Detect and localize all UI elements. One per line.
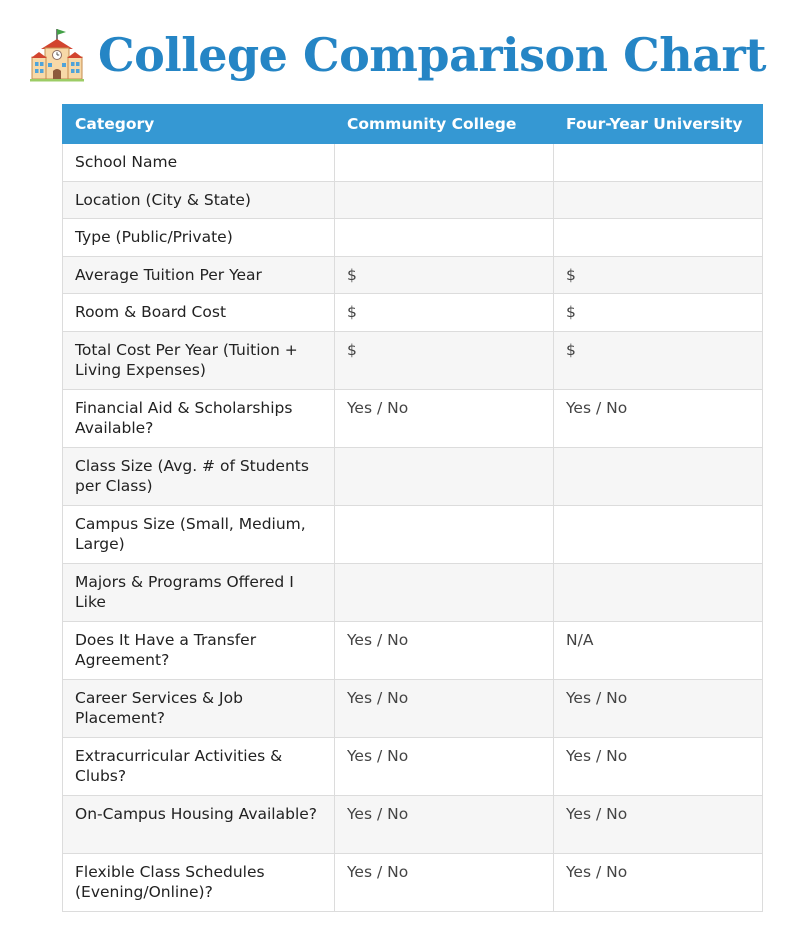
table-row xyxy=(63,621,763,679)
comparison-table xyxy=(62,104,763,912)
four-year-university-cell[interactable]: N/A xyxy=(554,621,763,679)
community-college-cell[interactable]: Yes / No xyxy=(335,737,554,795)
four-year-university-cell[interactable]: $ xyxy=(554,294,763,332)
category-cell: Room & Board Cost xyxy=(63,294,335,332)
category-cell: Extracurricular Activities & Clubs? xyxy=(63,737,335,795)
category-cell: Total Cost Per Year (Tuition + Living Expenses) xyxy=(63,331,335,389)
category-cell: Campus Size (Small, Medium, Large) xyxy=(63,505,335,563)
category-cell: On-Campus Housing Available? xyxy=(63,795,335,853)
community-college-cell[interactable]: $ xyxy=(335,256,554,294)
category-cell: Does It Have a Transfer Agreement? xyxy=(63,621,335,679)
table-row xyxy=(63,737,763,795)
community-college-cell[interactable] xyxy=(335,181,554,219)
four-year-university-cell[interactable]: Yes / No xyxy=(554,737,763,795)
four-year-university-cell[interactable] xyxy=(554,181,763,219)
four-year-university-cell[interactable]: $ xyxy=(554,256,763,294)
four-year-university-cell[interactable]: Yes / No xyxy=(554,679,763,737)
table-row xyxy=(63,181,763,219)
table-row xyxy=(63,853,763,911)
community-college-cell[interactable]: Yes / No xyxy=(335,853,554,911)
four-year-university-cell[interactable] xyxy=(554,219,763,257)
table-row xyxy=(63,795,763,853)
category-cell: School Name xyxy=(63,144,335,182)
community-college-cell[interactable] xyxy=(335,505,554,563)
four-year-university-cell[interactable]: $ xyxy=(554,331,763,389)
table-row xyxy=(63,679,763,737)
category-cell: Career Services & Job Placement? xyxy=(63,679,335,737)
category-cell: Class Size (Avg. # of Students per Class) xyxy=(63,447,335,505)
school-building-icon xyxy=(28,26,86,84)
page-title: College Comparison Chart xyxy=(98,28,766,82)
table-row xyxy=(63,389,763,447)
community-college-cell[interactable] xyxy=(335,144,554,182)
table-row xyxy=(63,331,763,389)
community-college-cell[interactable]: $ xyxy=(335,331,554,389)
community-college-cell[interactable]: Yes / No xyxy=(335,679,554,737)
community-college-cell[interactable] xyxy=(335,563,554,621)
category-cell: Financial Aid & Scholarships Available? xyxy=(63,389,335,447)
table-row xyxy=(63,144,763,182)
four-year-university-cell[interactable]: Yes / No xyxy=(554,795,763,853)
category-cell: Type (Public/Private) xyxy=(63,219,335,257)
table-row xyxy=(63,505,763,563)
table-row xyxy=(63,256,763,294)
table-row xyxy=(63,563,763,621)
category-cell: Location (City & State) xyxy=(63,181,335,219)
column-header-four-year-university: Four-Year University xyxy=(554,105,763,144)
four-year-university-cell[interactable]: Yes / No xyxy=(554,853,763,911)
four-year-university-cell[interactable] xyxy=(554,563,763,621)
category-cell: Flexible Class Schedules (Evening/Online)? xyxy=(63,853,335,911)
column-header-community-college: Community College xyxy=(335,105,554,144)
four-year-university-cell[interactable] xyxy=(554,447,763,505)
community-college-cell[interactable]: Yes / No xyxy=(335,389,554,447)
community-college-cell[interactable] xyxy=(335,219,554,257)
community-college-cell[interactable] xyxy=(335,447,554,505)
table-row xyxy=(63,447,763,505)
table-row xyxy=(63,219,763,257)
table-header-row xyxy=(63,105,763,144)
four-year-university-cell[interactable] xyxy=(554,144,763,182)
four-year-university-cell[interactable] xyxy=(554,505,763,563)
community-college-cell[interactable]: Yes / No xyxy=(335,621,554,679)
community-college-cell[interactable]: Yes / No xyxy=(335,795,554,853)
category-cell: Majors & Programs Offered I Like xyxy=(63,563,335,621)
column-header-category: Category xyxy=(63,105,335,144)
table-row xyxy=(63,294,763,332)
four-year-university-cell[interactable]: Yes / No xyxy=(554,389,763,447)
community-college-cell[interactable]: $ xyxy=(335,294,554,332)
category-cell: Average Tuition Per Year xyxy=(63,256,335,294)
page-header xyxy=(0,20,794,90)
